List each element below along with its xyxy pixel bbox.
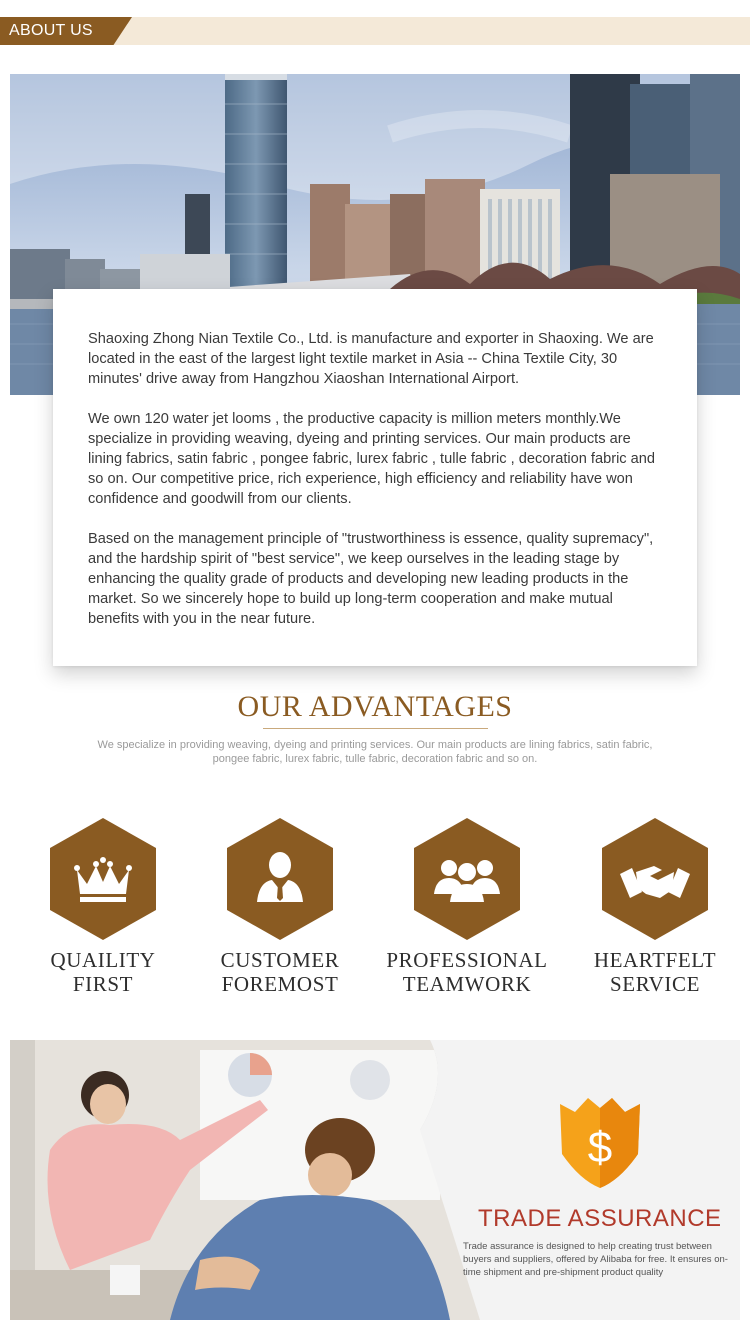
advantages-description: We specialize in providing weaving, dyeing and printing services. Our main products are lining fabrics, satin fabric, pongee fabric, lurex fabric, tulle fabric, decoration fabric and so on. [97,739,653,765]
trade-assurance-description: Trade assurance is designed to help creating trust between buyers and suppliers, offered by Alibaba for free. It ensures on-time shipment and pre-shipment product quality [463,1241,728,1278]
crown-icon [50,818,156,940]
about-paragraph-capacity: We own 120 water jet looms , the productive capacity is million meters monthly.We specialize in providing weaving, dyeing and printing services. Our main products are lining fabrics, satin fabric , pongee fabric, lurex fabric , tulle fabric , decoration fabric and so on. Our competitive price, rich experience, high efficiency and reliability have won confidence and goodwill from our clients. [88,411,656,507]
about-paragraph-principle: Based on the management principle of "trustworthiness is essence, quality supremacy", and the hardship spirit of "best service", we keep ourselves in the leading stage by enhancing the quality grade of products and developing new leading products in the market. So we sincerely hope to build up long-term cooperation and make mutual benefits with you in the near future. [88,531,654,627]
team-icon [414,818,520,940]
dollar-symbol: $ [587,1123,613,1172]
trade-assurance-title: TRADE ASSURANCE [478,1205,722,1232]
advantages-title-underline [263,728,488,729]
section-tag-label: ABOUT US [9,22,93,39]
advantage-quality-first [13,818,193,1008]
advantage-professional-teamwork [377,818,557,1008]
advantage-label: PROFESSIONAL TEAMWORK [386,948,548,996]
advantage-label: CUSTOMER FOREMOST [220,948,340,996]
shield-icon [550,1092,650,1192]
about-us-header [0,17,750,45]
advantages-title: OUR ADVANTAGES [237,690,513,723]
handshake-icon [602,818,708,940]
advantage-customer-foremost [190,818,370,1008]
advantage-label: HEARTFELT SERVICE [593,948,717,996]
about-paragraph-intro: Shaoxing Zhong Nian Textile Co., Ltd. is manufacture and exporter in Shaoxing. We are located in the east of the largest light textile market in Asia -- China Textile City, 30 minutes' drive away from Hangzhou Xiaoshan International Airport. [88,331,654,387]
advantage-label: QUAILITY FIRST [50,948,156,996]
businessman-icon [227,818,333,940]
about-text-card [53,289,697,666]
advantage-heartfelt-service [565,818,745,1008]
